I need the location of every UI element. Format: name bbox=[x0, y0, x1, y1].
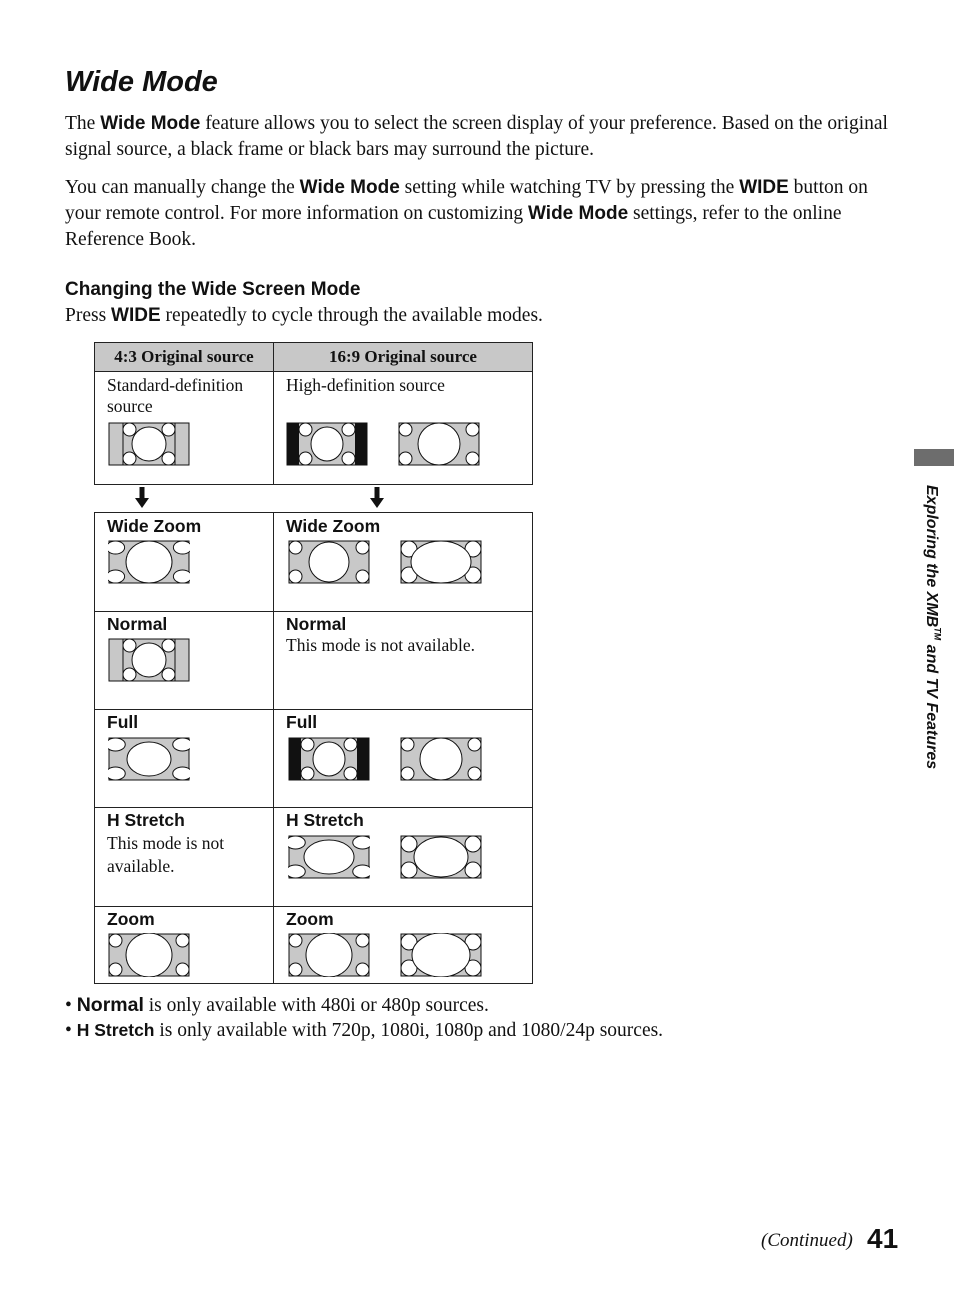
hd-source-full-screen-icon bbox=[398, 422, 480, 466]
h-stretch-hd-screen-icon bbox=[288, 835, 370, 879]
mode-label: Wide Zoom bbox=[286, 516, 381, 536]
section-heading: Changing the Wide Screen Mode bbox=[65, 279, 361, 300]
zoom-sd-screen-icon bbox=[108, 933, 190, 977]
col2-source-label: High-definition source bbox=[286, 375, 445, 395]
mode-label: Full bbox=[107, 712, 139, 732]
sd-source-screen-icon bbox=[108, 422, 190, 466]
wide-zoom-hd-full-screen-icon bbox=[400, 540, 482, 584]
col2-header: 16:9 Original source bbox=[273, 342, 533, 372]
intro-paragraph-2: You can manually change the Wide Mode setting while watching TV by pressing the WIDE button on your remote control. For more information on customizing Wide Mode settings, refer to the online Reference Book. bbox=[65, 177, 868, 250]
col1-header: 4:3 Original source bbox=[94, 342, 274, 372]
page-title: Wide Mode bbox=[65, 66, 218, 98]
mode-label: Full bbox=[286, 712, 318, 732]
mode-label: H Stretch bbox=[286, 810, 364, 830]
down-arrow-icon bbox=[369, 487, 385, 509]
mode-label: H Stretch bbox=[107, 810, 185, 830]
intro-paragraph-1: The Wide Mode feature allows you to select the screen display of your preference. Based on the original signal source, a black frame or black bars may surround the picture. bbox=[65, 113, 888, 160]
mode-label: Zoom bbox=[107, 909, 155, 929]
continued-label: (Continued) bbox=[761, 1230, 853, 1251]
down-arrow-icon bbox=[134, 487, 150, 509]
wide-zoom-hd-screen-icon bbox=[288, 540, 370, 584]
full-hd-letterbox-screen-icon bbox=[288, 737, 370, 781]
mode-label: Normal bbox=[286, 614, 347, 634]
note-normal: • Normal is only available with 480i or 480p sources. bbox=[65, 994, 489, 1016]
col1-source-label: Standard-definition source bbox=[107, 375, 244, 416]
mode-label: Zoom bbox=[286, 909, 334, 929]
h-stretch-hd-full-screen-icon bbox=[400, 835, 482, 879]
full-hd-screen-icon bbox=[400, 737, 482, 781]
unavailable-note: This mode is not available. bbox=[107, 833, 225, 876]
zoom-hd-full-screen-icon bbox=[400, 933, 482, 977]
section-side-label: Exploring the XMB™ and TV Features bbox=[923, 485, 943, 770]
normal-sd-screen-icon bbox=[108, 638, 190, 682]
full-sd-screen-icon bbox=[108, 737, 190, 781]
mode-label: Wide Zoom bbox=[107, 516, 202, 536]
mode-label: Normal bbox=[107, 614, 168, 634]
unavailable-note: This mode is not available. bbox=[286, 635, 476, 655]
hd-source-letterbox-screen-icon bbox=[286, 422, 368, 466]
press-instruction: Press WIDE repeatedly to cycle through the available modes. bbox=[65, 305, 543, 326]
page-number: 41 bbox=[867, 1223, 899, 1254]
section-tab-marker bbox=[914, 449, 954, 466]
note-h-stretch: • H Stretch is only available with 720p, 1080i, 1080p and 1080/24p sources. bbox=[65, 1020, 664, 1041]
wide-zoom-sd-screen-icon bbox=[108, 540, 190, 584]
zoom-hd-screen-icon bbox=[288, 933, 370, 977]
